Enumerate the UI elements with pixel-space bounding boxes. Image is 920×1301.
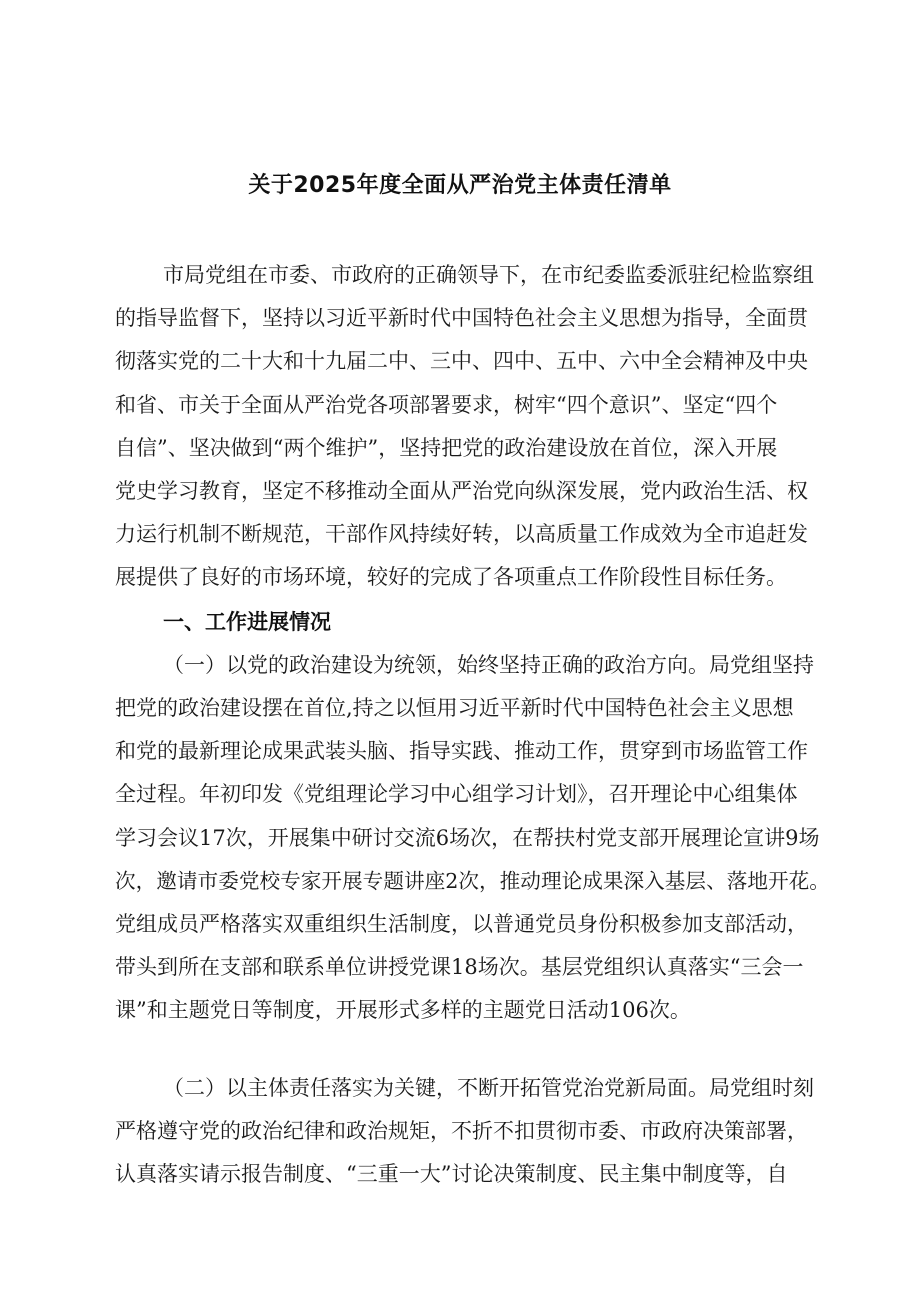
para1-line: 和党的最新理论成果武装头脑、指导实践、推动工作，贯穿到市场监管工作 bbox=[115, 739, 808, 763]
intro-line: 市局党组在市委、市政府的正确领导下，在市纪委监委派驻纪检监察组 bbox=[163, 263, 814, 287]
para1-line: 学习会议17次，开展集中研讨交流6场次，在帮扶村党支部开展理论宣讲9场 bbox=[115, 826, 820, 850]
para1-line: （一）以党的政治建设为统领，始终坚持正确的政治方向。局党组坚持 bbox=[163, 653, 814, 677]
intro-line: 展提供了良好的市场环境，较好的完成了各项重点工作阶段性目标任务。 bbox=[115, 565, 787, 589]
para1-line: 全过程。年初印发《党组理论学习中心组学习计划》，召开理论中心组集体 bbox=[115, 782, 798, 806]
section-heading: 一、工作进展情况 bbox=[163, 610, 331, 634]
para1-line: 党组成员严格落实双重组织生活制度，以普通党员身份积极参加支部活动， bbox=[115, 912, 808, 936]
para1-line: 把党的政治建设摆在首位,持之以恒用习近平新时代中国特色社会主义思想 bbox=[115, 696, 794, 720]
intro-line: 自信”、坚决做到“两个维护”，坚持把党的政治建设放在首位，深入开展 bbox=[115, 436, 778, 460]
intro-line: 彻落实党的二十大和十九届二中、三中、四中、五中、六中全会精神及中央 bbox=[115, 349, 808, 373]
para2-line: 认真落实请示报告制度、“三重一大”讨论决策制度、民主集中制度等，自 bbox=[115, 1162, 788, 1186]
intro-line: 的指导监督下，坚持以习近平新时代中国特色社会主义思想为指导，全面贯 bbox=[115, 306, 808, 330]
para1-line: 课”和主题党日等制度，开展形式多样的主题党日活动106次。 bbox=[115, 998, 691, 1022]
intro-line: 党史学习教育，坚定不移推动全面从严治党向纵深发展，党内政治生活、权 bbox=[115, 479, 808, 503]
document-title: 关于2025年度全面从严治党主体责任清单 bbox=[248, 173, 672, 198]
intro-line: 和省、市关于全面从严治党各项部署要求，树牢“四个意识”、坚定“四个 bbox=[115, 393, 778, 417]
para1-line: 次，邀请市委党校专家开展专题讲座2次，推动理论成果深入基层、落地开花。 bbox=[115, 869, 830, 893]
intro-line: 力运行机制不断规范，干部作风持续好转，以高质量工作成效为全市追赶发 bbox=[115, 522, 808, 546]
para1-line: 带头到所在支部和联系单位讲授党课18场次。基层党组织认真落实“三会一 bbox=[115, 955, 804, 979]
para2-line: （二）以主体责任落实为关键，不断开拓管党治党新局面。局党组时刻 bbox=[163, 1076, 814, 1100]
para2-line: 严格遵守党的政治纪律和政治规矩，不折不扣贯彻市委、市政府决策部署， bbox=[115, 1119, 808, 1143]
